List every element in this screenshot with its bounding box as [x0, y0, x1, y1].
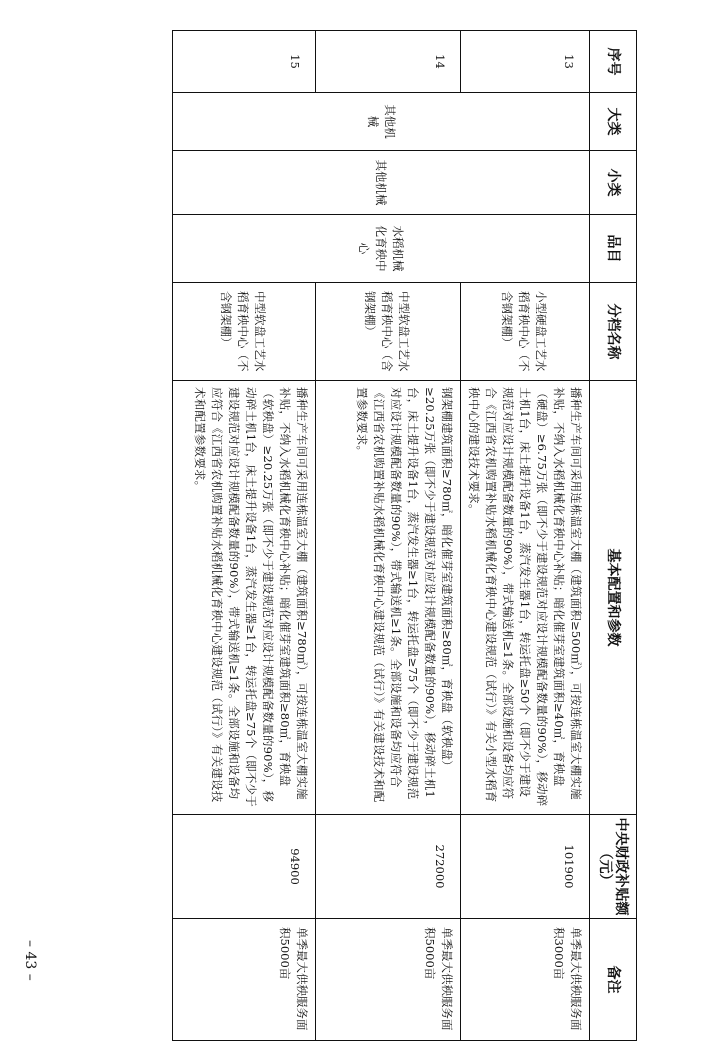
- header-note: 备注: [590, 919, 637, 1041]
- row-config: 钢架棚建筑面积≥780㎡，暗化催芽室建筑面积≥80㎡，育秧盘（软秧盘）≥20.25万张（即不少于建设规范对应设计规模配备数量的90%），移动碎土机1台，床土提升设备1台，蒸汽发生器≥1台，转运托盘≥75个（即不少于建设规范对应设计规模配备数量的90%），带式输送机≥1条。全部设施和设备均应符合《江西省农机购置补贴水稻机械化育秧中心建设规范（试行）》有关建设技术和配置参数要求。: [316, 381, 461, 815]
- page-number-text: – 43 –: [22, 940, 38, 981]
- row-subcategory: 其他机械: [173, 151, 590, 215]
- row-subsidy: 272000: [316, 815, 461, 919]
- header-subsidy: 中央财政补贴额（元）: [590, 815, 637, 919]
- header-item: 品目: [590, 215, 637, 283]
- row-seq: 14: [316, 31, 461, 93]
- header-seq: 序号: [590, 31, 637, 93]
- row-item: 水稻机械化育秧中心: [173, 215, 590, 283]
- header-config: 基本配置和参数: [590, 381, 637, 815]
- row-config: 播种生产车间可采用连栋温室大棚（建筑面积≥500㎡），可按连栋温室大棚实施补贴，不纳入水稻机械化育秧中心补贴；暗化催芽室建筑面积≥40㎡，育秧盘（硬盘）≥6.75万张（即不少于建设规范对应设计规模配备数量的90%），移动碎土机1台，床土提升设备1台，蒸汽发生器1台，转运托盘≥50个（即不少于建设规范对应设计规模配备数量的90%），带式输送机≥1条。全部设施和设备均应符合《江西省农机购置补贴水稻机械化育秧中心建设规范（试行）》有关小型水稻育秧中心的建设技术要求。: [461, 381, 590, 815]
- row-subsidy: 101900: [461, 815, 590, 919]
- header-category: 大类: [590, 93, 637, 151]
- table-row: [461, 31, 590, 1041]
- table-header-row: [590, 31, 637, 1041]
- row-note: 单季最大供秧服务面积5000亩: [316, 919, 461, 1041]
- row-tier: 中型软盘工艺水稻育秧中心（含钢架棚）: [316, 283, 461, 381]
- row-seq: 13: [461, 31, 590, 93]
- row-category: 其他机械: [173, 93, 590, 151]
- row-tier: 中型软盘工艺水稻育秧中心（不含钢架棚）: [173, 283, 316, 381]
- header-subcategory: 小类: [590, 151, 637, 215]
- row-seq: 15: [173, 31, 316, 93]
- row-config: 播种生产车间可采用连栋温室大棚（建筑面积≥780㎡），可按连栋温室大棚实施补贴，不纳入水稻机械化育秧中心补贴；暗化催芽室建筑面积≥80㎡，育秧盘（软秧盘）≥20.25万张（即不少于建设规范对应设计规模配备数量的90%），移动碎土机1台，床土提升设备1台，蒸汽发生器≥1台，转运托盘≥75个（即不少于建设规范对应设计规模配备数量的90%），带式输送机≥1条。全部设施和设备均应符合《江西省农机购置补贴水稻机械化育秧中心建设规范（试行）》有关建设技术和配置参数要求。: [173, 381, 316, 815]
- row-subsidy: 94900: [173, 815, 316, 919]
- subsidy-table: [172, 30, 637, 1041]
- row-note: 单季最大供秧服务面积5000亩: [173, 919, 316, 1041]
- page-number: [20, 940, 50, 996]
- row-tier: 小型硬盘工艺水稻育秧中心（不含钢架棚）: [461, 283, 590, 381]
- row-note: 单季最大供秧服务面积3000亩: [461, 919, 590, 1041]
- header-tier: 分档名称: [590, 283, 637, 381]
- rotated-table-container: [195, 30, 637, 1040]
